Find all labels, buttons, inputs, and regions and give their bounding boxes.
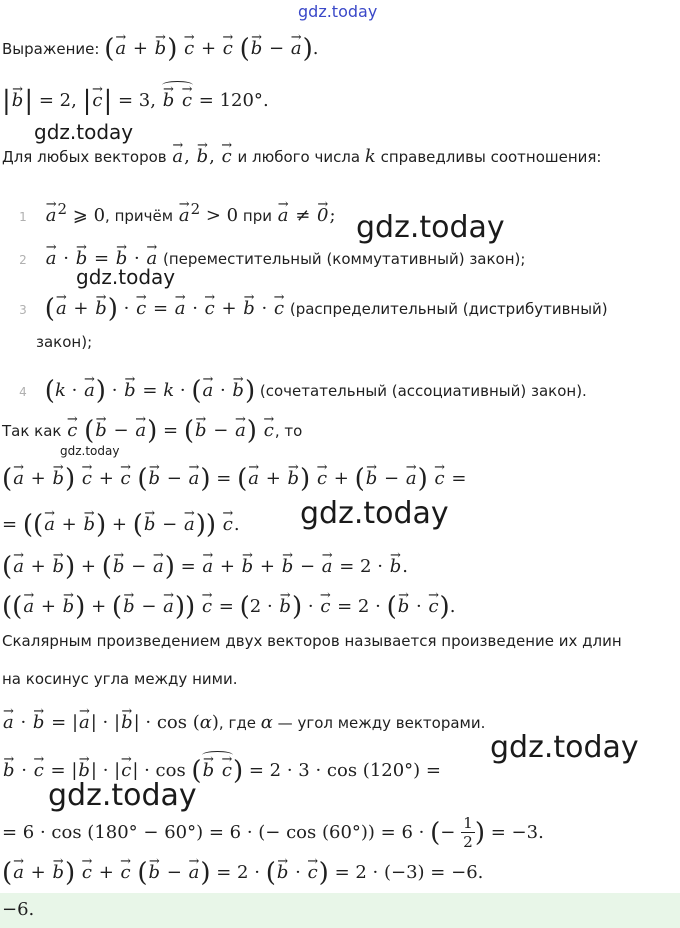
- derivation-line-1: (→ a + → b) → c + → c (→ b − → a) = (→ a + → b) → c + (→ b − → a) → c =: [2, 464, 466, 495]
- since-text: Так как: [2, 421, 62, 440]
- item3-note: (распределительный (дистрибутивный): [289, 299, 608, 318]
- list-item-3: 3 (→ a + → b) · → c = → a · → c + → b · → c (распределительный (дистрибутивный): [2, 294, 608, 325]
- list-item-2: 2 → a · → b = → b · → a (переместительный (коммутативный) закон);: [2, 248, 525, 270]
- intro-text: Для любых векторов: [2, 148, 167, 166]
- answer-value: −6.: [2, 899, 35, 920]
- given-len-b: 2: [59, 89, 72, 111]
- given-len-c: 3: [138, 89, 151, 111]
- watermark-5: gdz.today: [300, 496, 449, 531]
- then-text: , то: [274, 421, 303, 440]
- intro-end: справедливы соотношения:: [380, 148, 602, 166]
- derivation-line-4: ((→ a + → b) + (→ b − → a)) → c = (2 · → b) · → c = 2 · (→ b · → c).: [2, 592, 455, 623]
- expression-line: [2, 34, 318, 65]
- list-number-4: 4: [19, 384, 27, 399]
- computation-line-1: → b · → c = |→ b| · |→ c| · cos (→ b → c) = 2 · 3 · cos (120°) =: [2, 756, 441, 787]
- derivation-line-2: = ((→ a + → b) + (→ b − → a)) → c.: [2, 510, 240, 541]
- final-line: (→ a + → b) → c + → c (→ b − → a) = 2 · (→ b · → c) = 2 · (−3) = −6.: [2, 858, 483, 889]
- watermark-7: gdz.today: [48, 778, 197, 813]
- watermark-3: gdz.today: [76, 265, 176, 289]
- watermark-6: gdz.today: [490, 730, 639, 765]
- computation-line-2: = 6 · cos (180° − 60°) = 6 · (− cos (60°)) = 6 · (− $\frac{1}{2}$ ) = −3.: [2, 814, 544, 852]
- item1-mid: , причём: [105, 207, 174, 225]
- list-number-3: 3: [19, 302, 27, 317]
- list-number-2: 2: [19, 253, 27, 267]
- watermark-4: gdz.today: [60, 444, 120, 458]
- list-number-1: 1: [19, 210, 27, 224]
- watermark-top: gdz.today: [298, 2, 378, 21]
- item1-when: при: [242, 207, 272, 225]
- list-item-3-cont: закон);: [36, 333, 93, 351]
- item2-note: (переместительный (коммутативный) закон);: [162, 250, 526, 268]
- list-item-1: $1 \to a^2$ ⩾ 0, причём → $a^2 > 0$ при → a ≠ → 0;: [2, 200, 336, 227]
- watermark-1: gdz.today: [34, 120, 134, 144]
- list-item-4: 4 (k · → a) · → b = k · (→ a · → b) (сочетательный (ассоциативный) закон).: [2, 376, 587, 407]
- dot-product-formula: → a · → b = |→ a| · |→ b| · cos (α), где α — угол между векторами.: [2, 712, 485, 734]
- angle-note-end: — угол между векторами.: [277, 714, 486, 732]
- expression-label: Выражение:: [2, 39, 100, 58]
- given-line: |→ b| = 2, |→ c| = 3, → b → c = 120°.: [2, 86, 269, 117]
- definition-line-2: на косинус угла между ними.: [2, 670, 238, 688]
- intro-tail: и любого числа: [237, 148, 361, 166]
- given-angle: 120°: [219, 89, 263, 111]
- watermark-2: gdz.today: [356, 210, 505, 245]
- definition-line-1: Скалярным произведением двух векторов называется произведение их длин: [2, 632, 622, 650]
- derivation-line-3: (→ a + → b) + (→ b − → a) = → a + → b + → b − → a = 2 · → b.: [2, 552, 408, 583]
- expression-formula: (→ a + → b) → c + → c (→ b − → a).: [104, 38, 318, 59]
- answer-block: [0, 893, 680, 928]
- angle-note: , где: [218, 714, 256, 732]
- item4-note: (сочетательный (ассоциативный) закон).: [259, 381, 587, 400]
- since-line: Так как → c (→ b − → a) = (→ b − → a) → c, то: [2, 416, 302, 447]
- intro-line: Для любых векторов → a, → b, → c и любого числа k справедливы соотношения:: [2, 146, 601, 168]
